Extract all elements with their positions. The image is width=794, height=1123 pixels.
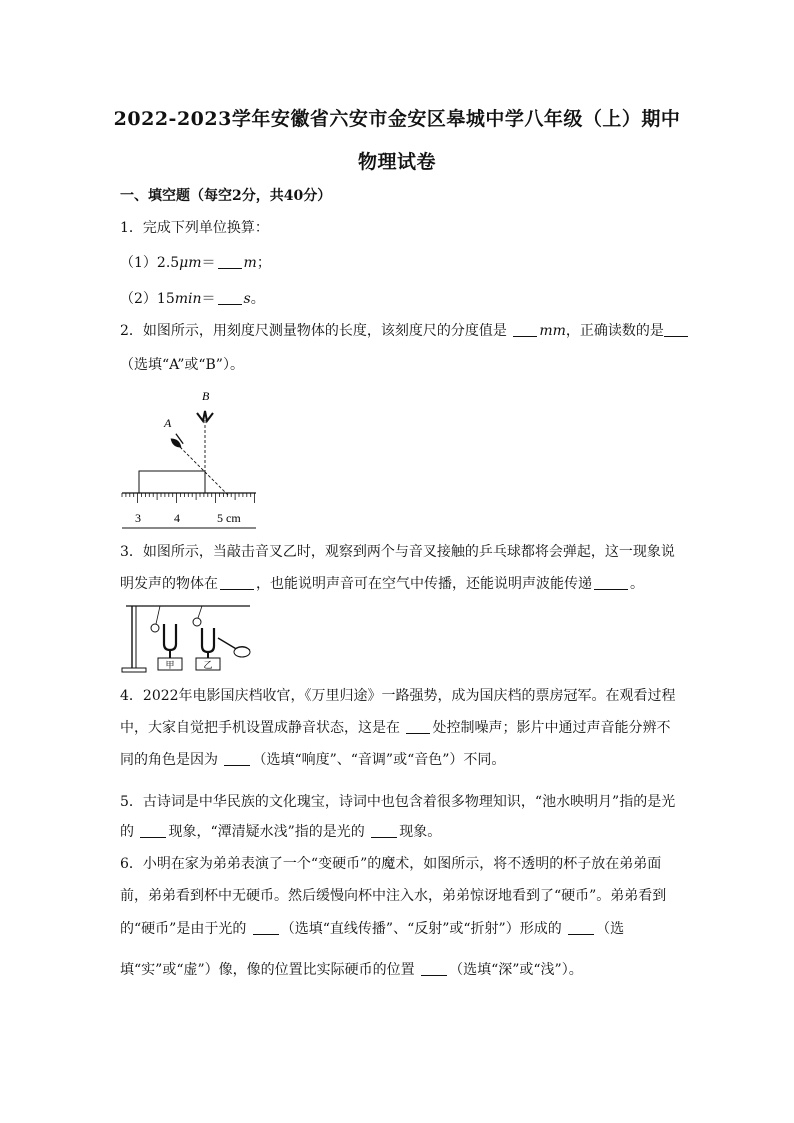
q5-line1: 5．古诗词是中华民族的文化瑰宝，诗词中也包含着很多物理知识，“池水映明月”指的是光 (120, 794, 676, 810)
section-heading: 一、填空题（每空2分，共40分） (120, 188, 332, 204)
q6-text4a: 填“实”或“虚”）像，像的位置比实际硬币的位置 (120, 962, 420, 978)
q1-p1-eq: ＝ (201, 255, 216, 271)
q2-line1 (120, 321, 680, 341)
answer-blank[interactable] (253, 920, 279, 935)
q2-text1: 2．如图所示，用刻度尺测量物体的长度，该刻度尺的分度值是 (120, 323, 512, 339)
q1-p2-prefix: （2）15 (120, 291, 175, 307)
ping-pong-ball-left (151, 624, 159, 632)
q6-line4 (120, 960, 680, 980)
answer-blank[interactable] (594, 575, 628, 590)
measured-object (139, 471, 205, 493)
q2-line2: （选填“A”或“B”）。 (120, 357, 244, 373)
q3-text2a: 明发声的物体在 (120, 576, 218, 592)
q1-stem: 1．完成下列单位换算： (120, 220, 269, 236)
q6-line2: 前，弟弟看到杯中无硬币。然后缓慢向杯中注入水，弟弟惊讶地看到了“硬币”。弟弟看到 (120, 888, 667, 904)
q3-text2b: ，也能说明声音可在空气中传播，还能说明声波能传递 (256, 576, 592, 592)
q5-line2 (120, 822, 680, 842)
q4-line2 (120, 718, 680, 738)
answer-blank[interactable] (421, 961, 447, 976)
q3-line1: 3．如图所示，当敲击音叉乙时，观察到两个与音叉接触的乒乓球都将会弹起，这一现象说 (120, 544, 675, 560)
ruler-label-5cm: 5 cm (217, 511, 241, 525)
label-b: B (202, 389, 210, 403)
answer-blank[interactable] (513, 322, 537, 337)
q1-p2-unit-to: s (243, 291, 251, 307)
q1-p1-prefix: （1）2.5 (120, 255, 180, 271)
q6-text3b: （选填“直线传播”、“反射”或“折射”）形成的 (280, 921, 567, 937)
q1-part2 (120, 289, 680, 309)
q1-part1 (120, 253, 680, 273)
q4-text3b: （选填“响度”、“音调”或“音色”）不同。 (252, 752, 506, 768)
label-jia: 甲 (165, 661, 175, 671)
hammer-hand-icon (218, 638, 250, 657)
q2-unit: mm (539, 323, 566, 339)
tuning-fork-yi (196, 628, 220, 671)
exam-title-line1: 2022-2023学年安徽省六安市金安区皋城中学八年级（上）期中 (113, 108, 681, 130)
label-a: A (164, 416, 172, 430)
answer-blank[interactable] (664, 322, 688, 337)
ruler-label-4: 4 (174, 511, 180, 525)
q4-text2b: 处控制噪声；影片中通过声音能分辨不 (432, 720, 671, 736)
q1-p1-unit-from: μm (179, 255, 202, 271)
q4-text3a: 同的角色是因为 (120, 752, 223, 768)
answer-blank[interactable] (371, 823, 397, 838)
answer-blank[interactable] (220, 575, 254, 590)
q4-line1: 4．2022年电影国庆档收官，《万里归途》一路强势，成为国庆档的票房冠军。在观看过程 (120, 688, 676, 704)
ruler-label-3: 3 (135, 511, 141, 525)
ruler-ticks (122, 493, 255, 503)
q5-text2c: 现象。 (399, 824, 442, 840)
answer-blank[interactable] (406, 719, 430, 734)
q1-p1-end: ； (256, 255, 271, 271)
q3-text2c: 。 (630, 576, 644, 592)
answer-blank[interactable] (568, 920, 594, 935)
label-yi: 乙 (203, 661, 213, 671)
q6-text4b: （选填“深”或“浅”）。 (449, 962, 583, 978)
answer-blank[interactable] (218, 290, 242, 305)
answer-blank[interactable] (218, 254, 242, 269)
ping-pong-ball-right (193, 618, 201, 626)
eye-a-icon (169, 433, 186, 450)
q1-p2-unit-from: min (174, 291, 202, 307)
ruler-figure (118, 385, 263, 530)
q3-line2 (120, 574, 680, 594)
q6-text3c: （选 (596, 921, 625, 937)
exam-title-line2: 物理试卷 (357, 151, 436, 173)
eye-b-icon (197, 411, 213, 421)
answer-blank[interactable] (224, 751, 250, 766)
q6-text3a: 的“硬币”是由于光的 (120, 921, 251, 937)
q1-p1-unit-to: m (243, 255, 257, 271)
q5-text2b: 现象，“潭清疑水浅”指的是光的 (168, 824, 370, 840)
q6-line1: 6．小明在家为弟弟表演了一个“变硬币”的魔术，如图所示，将不透明的杯子放在弟弟面 (120, 856, 662, 872)
q4-text2a: 中，大家自觉把手机设置成静音状态，这是在 (120, 720, 405, 736)
tuning-fork-figure (118, 598, 258, 676)
tuning-fork-jia (158, 624, 182, 671)
q4-line3 (120, 750, 680, 770)
answer-blank[interactable] (140, 823, 166, 838)
q2-text2: ，正确读数的是 (565, 323, 664, 339)
q5-text2a: 的 (120, 824, 139, 840)
q1-p2-end: 。 (250, 291, 265, 307)
q1-p2-eq: ＝ (201, 291, 216, 307)
q6-line3 (120, 919, 680, 939)
